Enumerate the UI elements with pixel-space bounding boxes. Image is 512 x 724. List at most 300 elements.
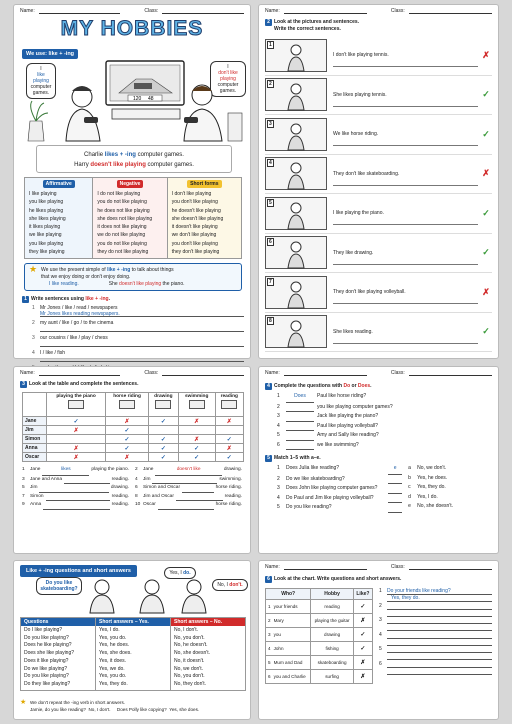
question-line[interactable] bbox=[387, 603, 492, 610]
empty-cell bbox=[215, 426, 243, 435]
question-line[interactable] bbox=[387, 617, 492, 624]
sentence-text: They don't like skateboarding. bbox=[333, 170, 400, 177]
class-line bbox=[409, 564, 492, 570]
answer-text: Yes, I do. bbox=[417, 493, 438, 500]
sentence-end: reading. bbox=[111, 476, 129, 482]
column-label: horse riding bbox=[113, 394, 141, 399]
question-line[interactable] bbox=[387, 646, 492, 653]
neg-row: we do not like playing bbox=[97, 232, 146, 239]
yes-column bbox=[96, 618, 171, 690]
note-text: We use the present simple of bbox=[41, 267, 108, 273]
grammar-note-line2: that we enjoy doing or don't enjoy doing. bbox=[41, 274, 131, 280]
answer-letter: e bbox=[408, 503, 411, 509]
name-class-header bbox=[14, 367, 250, 379]
name-label: Name: bbox=[265, 370, 280, 376]
neg-row: I do not like playing bbox=[97, 191, 141, 197]
picture-number: 7 bbox=[269, 278, 272, 285]
answer-line[interactable]: Yes, they do. bbox=[387, 595, 492, 602]
cross-mark-icon: ✗ bbox=[215, 417, 243, 426]
bubble-yes-highlight: do. bbox=[183, 570, 191, 576]
who-text: you bbox=[273, 632, 281, 637]
scene-drawing bbox=[266, 277, 326, 308]
question-line[interactable]: Do your friends like reading? bbox=[387, 588, 492, 595]
answer-block bbox=[379, 588, 492, 603]
chart-row bbox=[266, 670, 373, 684]
column-header bbox=[148, 393, 178, 417]
answer-lines bbox=[387, 646, 492, 661]
table-row bbox=[23, 444, 244, 453]
check-mark-icon: ✓ bbox=[148, 435, 178, 444]
chart-who bbox=[266, 642, 311, 656]
cross-mark-icon: ✗ bbox=[106, 453, 149, 462]
aff-row: it likes playing bbox=[29, 224, 61, 231]
item-number: 7 bbox=[22, 493, 25, 499]
answer-blank[interactable] bbox=[64, 476, 110, 485]
match-right bbox=[408, 464, 490, 513]
check-mark-icon: ✓ bbox=[482, 89, 490, 100]
item-number: 3 bbox=[277, 485, 280, 491]
short-row: it doesn't like playing bbox=[171, 224, 218, 231]
sentence-end: horse riding. bbox=[215, 502, 242, 507]
match-blank[interactable] bbox=[388, 484, 402, 494]
column-label: swimming bbox=[184, 394, 209, 399]
sentence-item bbox=[135, 484, 242, 493]
item-prompt: our cousins / like / play / chess bbox=[40, 335, 108, 341]
short-row: you don't like playing bbox=[171, 240, 218, 247]
task-3-title bbox=[14, 379, 250, 390]
item-prompt: my aunt / like / go / to the cinema bbox=[40, 320, 114, 326]
name-line bbox=[39, 8, 121, 14]
example-rest: computer games. bbox=[135, 152, 184, 158]
column-label: playing the piano bbox=[56, 394, 96, 399]
answer-text: No, we don't. bbox=[417, 465, 447, 471]
sentence-end: horse riding. bbox=[215, 485, 242, 490]
task-5-text: Match 1–5 with a–e. bbox=[274, 455, 321, 461]
affirmative-column bbox=[25, 178, 93, 258]
answer-lines bbox=[379, 588, 492, 684]
picture-number: 5 bbox=[269, 199, 272, 206]
note-example-2 bbox=[109, 281, 185, 288]
yes-head: Short answers – Yes. bbox=[96, 618, 170, 626]
column-header bbox=[178, 393, 215, 417]
answer-text: No, she doesn't. bbox=[417, 503, 454, 509]
sentence-subject: Simon and Oscar bbox=[143, 485, 181, 490]
aff-row: he likes playing bbox=[29, 207, 64, 214]
question-row: Do we like playing? bbox=[24, 665, 68, 672]
cross-mark-icon: ✗ bbox=[353, 656, 372, 670]
task-number: 5 bbox=[265, 455, 272, 462]
task-1-item bbox=[32, 350, 244, 362]
chart-row bbox=[266, 614, 373, 628]
answer-blank[interactable]: likes bbox=[42, 466, 89, 476]
answer-blank[interactable] bbox=[182, 484, 214, 493]
bubble-dont-line: don't like bbox=[218, 70, 238, 76]
row-number: 3 bbox=[268, 632, 271, 637]
sentence-text: I don't like playing tennis. bbox=[333, 52, 389, 59]
answer-blank[interactable]: Does bbox=[286, 392, 314, 403]
picture-number: 6 bbox=[269, 239, 272, 246]
class-line bbox=[162, 8, 244, 14]
bubble-like-line: games. bbox=[32, 90, 50, 96]
task-1-item bbox=[32, 305, 244, 317]
task-6-title bbox=[259, 573, 498, 586]
answer-line[interactable] bbox=[333, 303, 478, 304]
chart-who bbox=[266, 614, 311, 628]
task-number: 3 bbox=[20, 381, 27, 388]
who-text: Mary bbox=[273, 618, 284, 623]
task-4-items bbox=[259, 392, 498, 450]
neg-row: you do not like playing bbox=[97, 240, 147, 247]
match-item bbox=[277, 475, 408, 485]
column-label: drawing bbox=[154, 394, 173, 399]
who-text: you and Charlie bbox=[273, 674, 306, 679]
task-4-item bbox=[277, 441, 490, 451]
note-text: to talk about things bbox=[130, 267, 174, 273]
task-3-sentences bbox=[14, 462, 250, 510]
short-row: I don't like playing bbox=[171, 191, 212, 197]
picture-sentence-item bbox=[265, 155, 492, 195]
picture-frame bbox=[265, 276, 327, 309]
no-list bbox=[171, 626, 245, 690]
match-blank[interactable] bbox=[388, 475, 402, 485]
column-label: reading bbox=[220, 394, 238, 399]
neg-row: she does not like playing bbox=[97, 215, 153, 222]
question-line[interactable] bbox=[387, 661, 492, 668]
short-answer-note bbox=[20, 699, 246, 713]
table-header-row bbox=[23, 393, 244, 417]
check-mark-icon: ✓ bbox=[178, 444, 215, 453]
name-label: Name: bbox=[20, 8, 35, 14]
item-number: 9 bbox=[22, 502, 25, 507]
task-number: 1 bbox=[22, 296, 29, 303]
answer-lines bbox=[387, 588, 492, 603]
task-4-title bbox=[259, 379, 498, 392]
answer-blank[interactable]: doesn't like bbox=[155, 466, 221, 476]
sentence-item bbox=[22, 476, 129, 485]
match-blank[interactable] bbox=[388, 503, 402, 513]
sentence-text: They like drawing. bbox=[333, 249, 374, 256]
answer-blank[interactable] bbox=[46, 493, 110, 502]
table-row bbox=[23, 417, 244, 426]
check-mark-icon: ✓ bbox=[148, 453, 178, 462]
check-mark-icon: ✓ bbox=[47, 417, 106, 426]
cross-mark-icon: ✗ bbox=[106, 417, 149, 426]
cross-mark-icon: ✗ bbox=[178, 435, 215, 444]
answer-blank[interactable] bbox=[39, 484, 108, 493]
name-line bbox=[39, 370, 121, 376]
item-number: 8 bbox=[135, 493, 138, 499]
note-example-highlight: doesn't like playing bbox=[119, 281, 162, 287]
picture-sentence-row bbox=[265, 76, 492, 116]
answer-text: Yes, they do. bbox=[417, 484, 446, 490]
sentence-subject: Jim bbox=[30, 485, 38, 490]
task-4-item bbox=[277, 431, 490, 441]
match-question: Do Paul and Jim like playing volleyball? bbox=[286, 494, 374, 501]
bubble-no-text: No, I bbox=[217, 582, 230, 588]
class-label: Class: bbox=[390, 370, 405, 376]
answer-line[interactable] bbox=[333, 66, 478, 67]
match-answer bbox=[408, 464, 490, 474]
hobby-icon bbox=[68, 400, 84, 409]
sentence-subject: Jane bbox=[143, 467, 154, 472]
check-mark-icon: ✓ bbox=[482, 247, 490, 258]
item-number: 2 bbox=[277, 403, 280, 410]
negative-title: Negative bbox=[117, 180, 144, 188]
no-answer-row: No, they don't. bbox=[174, 680, 207, 687]
match-item bbox=[277, 503, 408, 513]
sentence-end: swimming. bbox=[219, 476, 242, 482]
sentence-item bbox=[135, 493, 242, 502]
note-example-text: She bbox=[108, 281, 120, 287]
chart-who bbox=[266, 670, 311, 684]
picture-sentence-item bbox=[265, 234, 492, 274]
item-content bbox=[40, 350, 244, 362]
item-number: 5 bbox=[379, 646, 382, 652]
match-item bbox=[277, 484, 408, 494]
note-highlight: like + -ing bbox=[107, 267, 131, 273]
answer-line[interactable]: Mr Jones likes reading newspapers. bbox=[40, 312, 244, 317]
answer-lines bbox=[387, 603, 492, 618]
question-row: Does he like playing? bbox=[24, 642, 72, 649]
sentence-subject: Jane bbox=[30, 467, 41, 472]
answer-line[interactable] bbox=[40, 342, 244, 347]
grammar-table bbox=[24, 177, 242, 259]
sentence-text: She likes reading. bbox=[333, 328, 373, 335]
affirmative-title: Affirmative bbox=[43, 180, 75, 188]
picture-sentence-row bbox=[265, 234, 492, 274]
answer-line[interactable] bbox=[333, 145, 478, 146]
chart-row bbox=[266, 628, 373, 642]
short-forms-title: Short forms bbox=[187, 180, 221, 188]
sentence-subject: Jane and Anna bbox=[30, 476, 63, 482]
chart-who bbox=[266, 600, 311, 614]
question-text: Amy and Sally like reading? bbox=[317, 432, 379, 438]
match-blank[interactable]: e bbox=[388, 464, 402, 475]
answer-blank[interactable] bbox=[286, 441, 314, 451]
check-mark-icon: ✓ bbox=[482, 128, 490, 139]
example-verb-dont: doesn't like playing bbox=[90, 162, 146, 168]
bubble-no-highlight: don't. bbox=[229, 582, 243, 588]
children-illustration bbox=[82, 575, 212, 613]
sentence-item bbox=[135, 476, 242, 485]
scene-drawing bbox=[266, 237, 326, 268]
check-mark-icon: ✓ bbox=[106, 426, 149, 435]
match-blank[interactable] bbox=[388, 494, 402, 504]
item-number: 6 bbox=[135, 485, 138, 490]
example-sentences-box bbox=[36, 145, 232, 173]
item-number: 5 bbox=[22, 485, 25, 490]
bubble-question bbox=[36, 577, 82, 595]
sentence-text: She likes playing tennis. bbox=[333, 91, 387, 98]
answer-line[interactable] bbox=[387, 639, 492, 646]
task-4-item bbox=[277, 412, 490, 422]
picture-frame bbox=[265, 236, 327, 269]
no-answer-row: No, you don't. bbox=[174, 634, 205, 641]
who-text: your friends bbox=[273, 604, 298, 609]
aff-row: they like playing bbox=[29, 249, 65, 256]
chart-header: Like? bbox=[353, 589, 372, 600]
sentence-end: reading. bbox=[111, 493, 129, 499]
picture-sentence-item bbox=[265, 115, 492, 155]
task-4-item bbox=[277, 422, 490, 432]
empty-cell bbox=[178, 426, 215, 435]
table-row bbox=[23, 453, 244, 462]
item-number: 1 bbox=[277, 393, 280, 399]
answer-line[interactable] bbox=[333, 106, 478, 107]
scene-drawing bbox=[266, 158, 326, 189]
bubble-like-line: computer bbox=[30, 84, 52, 90]
chart-hobby: reading bbox=[311, 600, 353, 614]
check-mark-icon: ✓ bbox=[353, 628, 372, 642]
empty-cell bbox=[47, 435, 106, 444]
answer-line[interactable] bbox=[387, 653, 492, 660]
sentence-subject: Simon bbox=[30, 493, 44, 499]
answer-blank[interactable] bbox=[286, 403, 314, 413]
answer-letter: a bbox=[408, 465, 411, 471]
check-mark-icon: ✓ bbox=[106, 435, 149, 444]
question-line[interactable] bbox=[387, 632, 492, 639]
picture-frame bbox=[265, 39, 327, 72]
picture-sentence-row bbox=[265, 194, 492, 234]
answer-blank[interactable] bbox=[43, 501, 109, 510]
question-row: Does she like playing? bbox=[24, 650, 75, 657]
page-questions-short-answers bbox=[13, 560, 251, 720]
class-label: Class: bbox=[390, 564, 405, 570]
bubble-q-line: skateboarding? bbox=[40, 586, 78, 592]
example-verb-like: likes + -ing bbox=[104, 152, 136, 158]
neg-row: they do not like playing bbox=[97, 249, 149, 256]
check-mark-icon: ✓ bbox=[106, 444, 149, 453]
task-6-body bbox=[259, 586, 498, 686]
chart-row bbox=[266, 656, 373, 670]
aff-row: I like playing bbox=[29, 191, 57, 197]
picture-sentence-row bbox=[265, 115, 492, 155]
item-number: 5 bbox=[277, 432, 280, 438]
answer-blank[interactable] bbox=[286, 431, 314, 441]
sentence-text: I like playing the piano. bbox=[333, 210, 384, 217]
no-answer-row: No, we don't. bbox=[174, 665, 204, 672]
answer-block bbox=[379, 603, 492, 618]
match-answer bbox=[408, 483, 490, 493]
question-text: you like playing computer games? bbox=[317, 403, 393, 410]
picture-frame bbox=[265, 78, 327, 111]
yes-answer-row: Yes, we do. bbox=[99, 665, 125, 672]
yes-answer-row: Yes, I do. bbox=[99, 627, 120, 633]
name-line bbox=[284, 370, 367, 376]
class-line bbox=[409, 370, 492, 376]
bubble-no bbox=[212, 579, 248, 591]
row-number: 5 bbox=[268, 660, 271, 665]
row-number: 1 bbox=[268, 604, 271, 609]
cross-mark-icon: ✗ bbox=[215, 444, 243, 453]
answer-blank[interactable] bbox=[286, 422, 314, 432]
answer-line[interactable] bbox=[387, 610, 492, 617]
answer-line[interactable] bbox=[333, 343, 478, 344]
answer-line[interactable] bbox=[333, 185, 478, 186]
row-name: Oscar bbox=[23, 453, 47, 462]
sentence-text: We like horse riding. bbox=[333, 131, 379, 138]
answer-blank[interactable] bbox=[158, 501, 214, 510]
sentences-right bbox=[135, 466, 242, 510]
cross-mark-icon: ✗ bbox=[47, 426, 106, 435]
answer-line[interactable] bbox=[40, 357, 244, 362]
note-example-1: I like reading. bbox=[49, 281, 79, 287]
item-number: 10 bbox=[135, 502, 141, 507]
name-class-header bbox=[259, 5, 498, 17]
match-item bbox=[277, 494, 408, 504]
row-name: Simon bbox=[23, 435, 47, 444]
picture-frame bbox=[265, 157, 327, 190]
task-3-text: Look at the table and complete the sentences. bbox=[29, 381, 139, 387]
answer-line[interactable] bbox=[333, 264, 478, 265]
check-mark-icon: ✓ bbox=[148, 444, 178, 453]
hobby-icon bbox=[221, 400, 237, 409]
bubble-yes-text: Yes, I bbox=[169, 570, 184, 576]
cross-mark-icon: ✗ bbox=[482, 286, 490, 297]
item-number: 5 bbox=[277, 504, 280, 510]
short-row: you don't like playing bbox=[171, 199, 218, 206]
affirmative-list bbox=[29, 190, 88, 256]
example-sentence-charlie bbox=[37, 150, 231, 160]
answer-blank[interactable] bbox=[152, 476, 217, 485]
no-answer-row: No, I don't. bbox=[174, 627, 199, 633]
answer-block bbox=[379, 661, 492, 676]
short-row: he doesn't like playing bbox=[171, 207, 221, 214]
answer-letter: d bbox=[408, 493, 411, 500]
use-label: We use: like + -ing bbox=[22, 49, 78, 59]
empty-cell bbox=[148, 426, 178, 435]
item-number: 3 bbox=[379, 617, 382, 623]
item-number: 2 bbox=[277, 475, 280, 482]
section-title: Like + -ing questions and short answers bbox=[20, 565, 137, 577]
answer-line[interactable] bbox=[387, 668, 492, 675]
answer-line[interactable] bbox=[333, 224, 478, 225]
scene-drawing bbox=[266, 79, 326, 110]
answer-line[interactable] bbox=[387, 624, 492, 631]
questions-column bbox=[21, 618, 96, 690]
question-text: Paul like horse riding? bbox=[317, 393, 367, 399]
match-item bbox=[277, 464, 408, 475]
sentence-subject: Jim and Oscar bbox=[143, 493, 174, 499]
score-left: 120 bbox=[133, 96, 142, 102]
hobby-icon bbox=[155, 400, 171, 409]
column-header bbox=[106, 393, 149, 417]
neg-row: it does not like playing bbox=[97, 224, 147, 231]
row-number: 4 bbox=[268, 646, 271, 651]
answer-block bbox=[379, 646, 492, 661]
item-number: 1 bbox=[22, 467, 25, 472]
item-number: 2 bbox=[379, 602, 382, 609]
sentence-item bbox=[22, 493, 129, 502]
sentence-item bbox=[135, 501, 242, 510]
bubble-dont-line: I bbox=[227, 64, 229, 70]
name-line bbox=[284, 564, 367, 570]
task-4-text: . bbox=[370, 383, 372, 389]
sentence-subject: Anna bbox=[30, 502, 42, 507]
task-number: 6 bbox=[265, 576, 272, 583]
picture-sentence-item bbox=[265, 76, 492, 116]
task-4-text: Complete the questions with bbox=[274, 383, 344, 389]
sentence-end: playing the piano. bbox=[91, 467, 129, 472]
gaming-scene-illustration bbox=[24, 57, 244, 143]
answer-line[interactable] bbox=[40, 327, 244, 332]
short-forms-list bbox=[172, 190, 237, 256]
page-pictures-sentences bbox=[258, 4, 499, 359]
check-mark-icon: ✓ bbox=[353, 600, 372, 614]
answer-text: Yes, he does. bbox=[417, 474, 448, 481]
answer-blank[interactable] bbox=[176, 493, 223, 502]
answer-blank[interactable] bbox=[286, 412, 314, 422]
